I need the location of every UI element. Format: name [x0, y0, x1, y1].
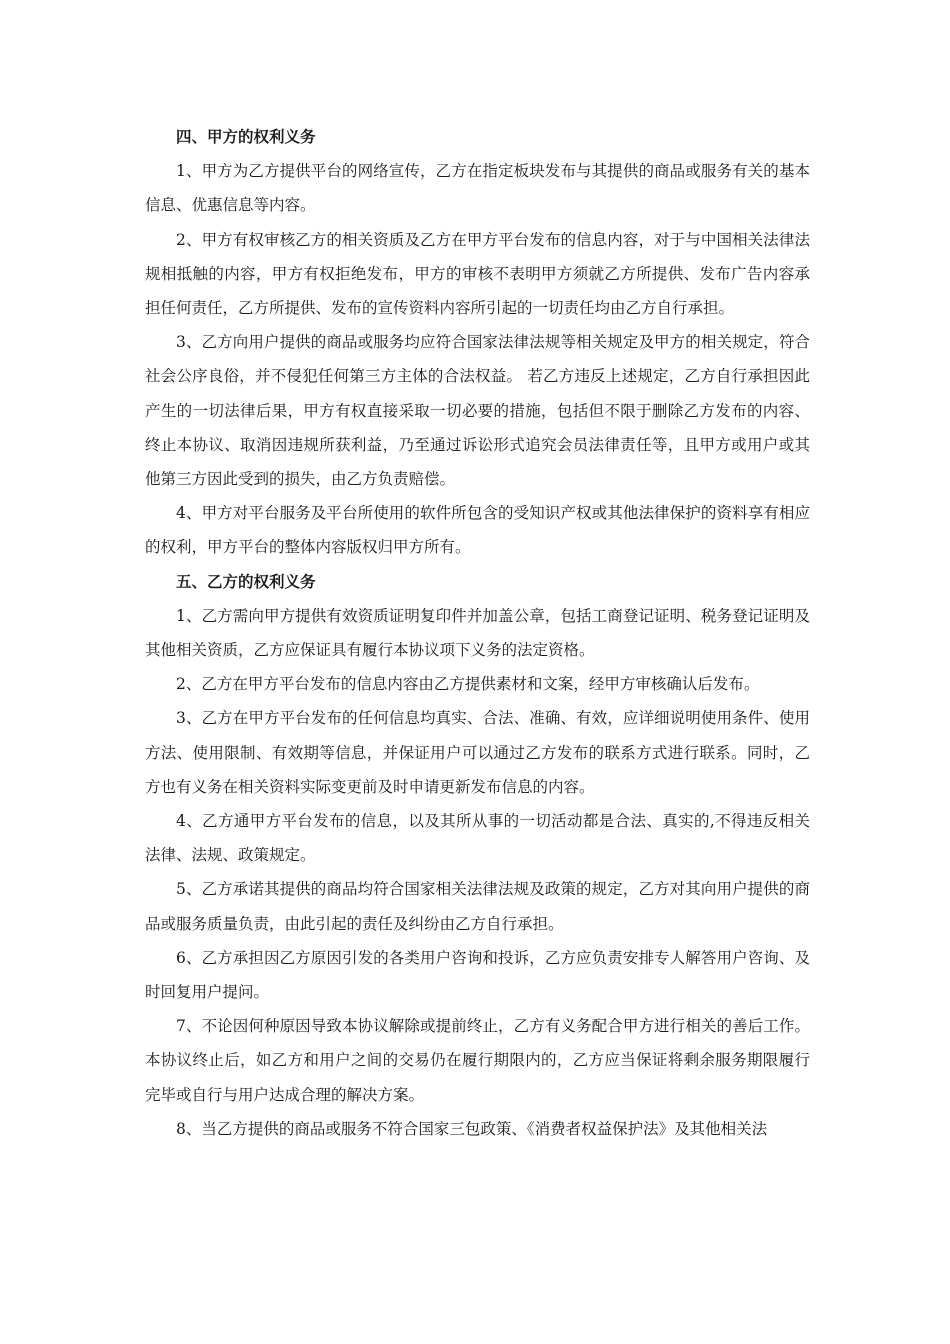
section4-paragraph-2: 2、甲方有权审核乙方的相关资质及乙方在甲方平台发布的信息内容，对于与中国相关法律法规相抵触的内容，甲方有权拒绝发布，甲方的审核不表明甲方须就乙方所提供、发布广告内容承担任何责任，乙方所提供、发布的宣传资料内容所引起的一切责任均由乙方自行承担。 [145, 230, 810, 318]
section5-paragraph-8: 8、当乙方提供的商品或服务不符合国家三包政策、《消费者权益保护法》及其他相关法 [176, 1119, 768, 1138]
section5-paragraph-5: 5、乙方承诺其提供的商品均符合国家相关法律法规及政策的规定，乙方对其向用户提供的商品或服务质量负责，由此引起的责任及纠纷由乙方自行承担。 [145, 880, 810, 933]
section5-paragraph-1: 1、乙方需向甲方提供有效资质证明复印件并加盖公章，包括工商登记证明、税务登记证明及其他相关资质，乙方应保证具有履行本协议项下义务的法定资格。 [145, 606, 810, 660]
section4-paragraph-1: 1、甲方为乙方提供平台的网络宣传，乙方在指定板块发布与其提供的商品或服务有关的基本信息、优惠信息等内容。 [145, 162, 810, 215]
section5-paragraph-4: 4、乙方通甲方平台发布的信息，以及其所从事的一切活动都是合法、真实的,不得违反相关法律、法规、政策规定。 [145, 812, 810, 865]
section5-paragraph-3: 3、乙方在甲方平台发布的任何信息均真实、合法、准确、有效，应详细说明使用条件、使用方法、使用限制、有效期等信息，并保证用户可以通过乙方发布的联系方式进行联系。同时，乙方也有义务在相关资料实际变更前及时申请更新发布信息的内容。 [145, 709, 810, 796]
section5-paragraph-7: 7、不论因何种原因导致本协议解除或提前终止，乙方有义务配合甲方进行相关的善后工作。本协议终止后，如乙方和用户之间的交易仍在履行期限内的，乙方应当保证将剩余服务期限履行完毕或自行与用户达成合理的解决方案。 [145, 1017, 810, 1104]
section4-paragraph-4: 4、甲方对平台服务及平台所使用的软件所包含的受知识产权或其他法律保护的资料享有相应的权利，甲方平台的整体内容版权归甲方所有。 [145, 504, 810, 557]
section-heading-4: 四、甲方的权利义务 [176, 128, 316, 146]
section4-paragraph-3: 3、乙方向用户提供的商品或服务均应符合国家法律法规等相关规定及甲方的相关规定，符合社会公序良俗，并不侵犯任何第三方主体的合法权益。 若乙方违反上述规定，乙方自行承担因此产生的一切法律后果，甲方有权直接采取一切必要的措施，包括但不限于删除乙方发布的内容、终止本协议、取消因违规所获利益，乃至通过诉讼形式追究会员法律责任等，且甲方或用户或其他第三方因此受到的损失，由乙方负责赔偿。 [145, 333, 810, 489]
section5-paragraph-2: 2、乙方在甲方平台发布的信息内容由乙方提供素材和文案，经甲方审核确认后发布。 [176, 675, 760, 694]
section-heading-5: 五、乙方的权利义务 [176, 572, 316, 591]
document-body [145, 120, 810, 1146]
section5-paragraph-6: 6、乙方承担因乙方原因引发的各类用户咨询和投诉，乙方应负责安排专人解答用户咨询、及时回复用户提问。 [145, 948, 810, 1002]
